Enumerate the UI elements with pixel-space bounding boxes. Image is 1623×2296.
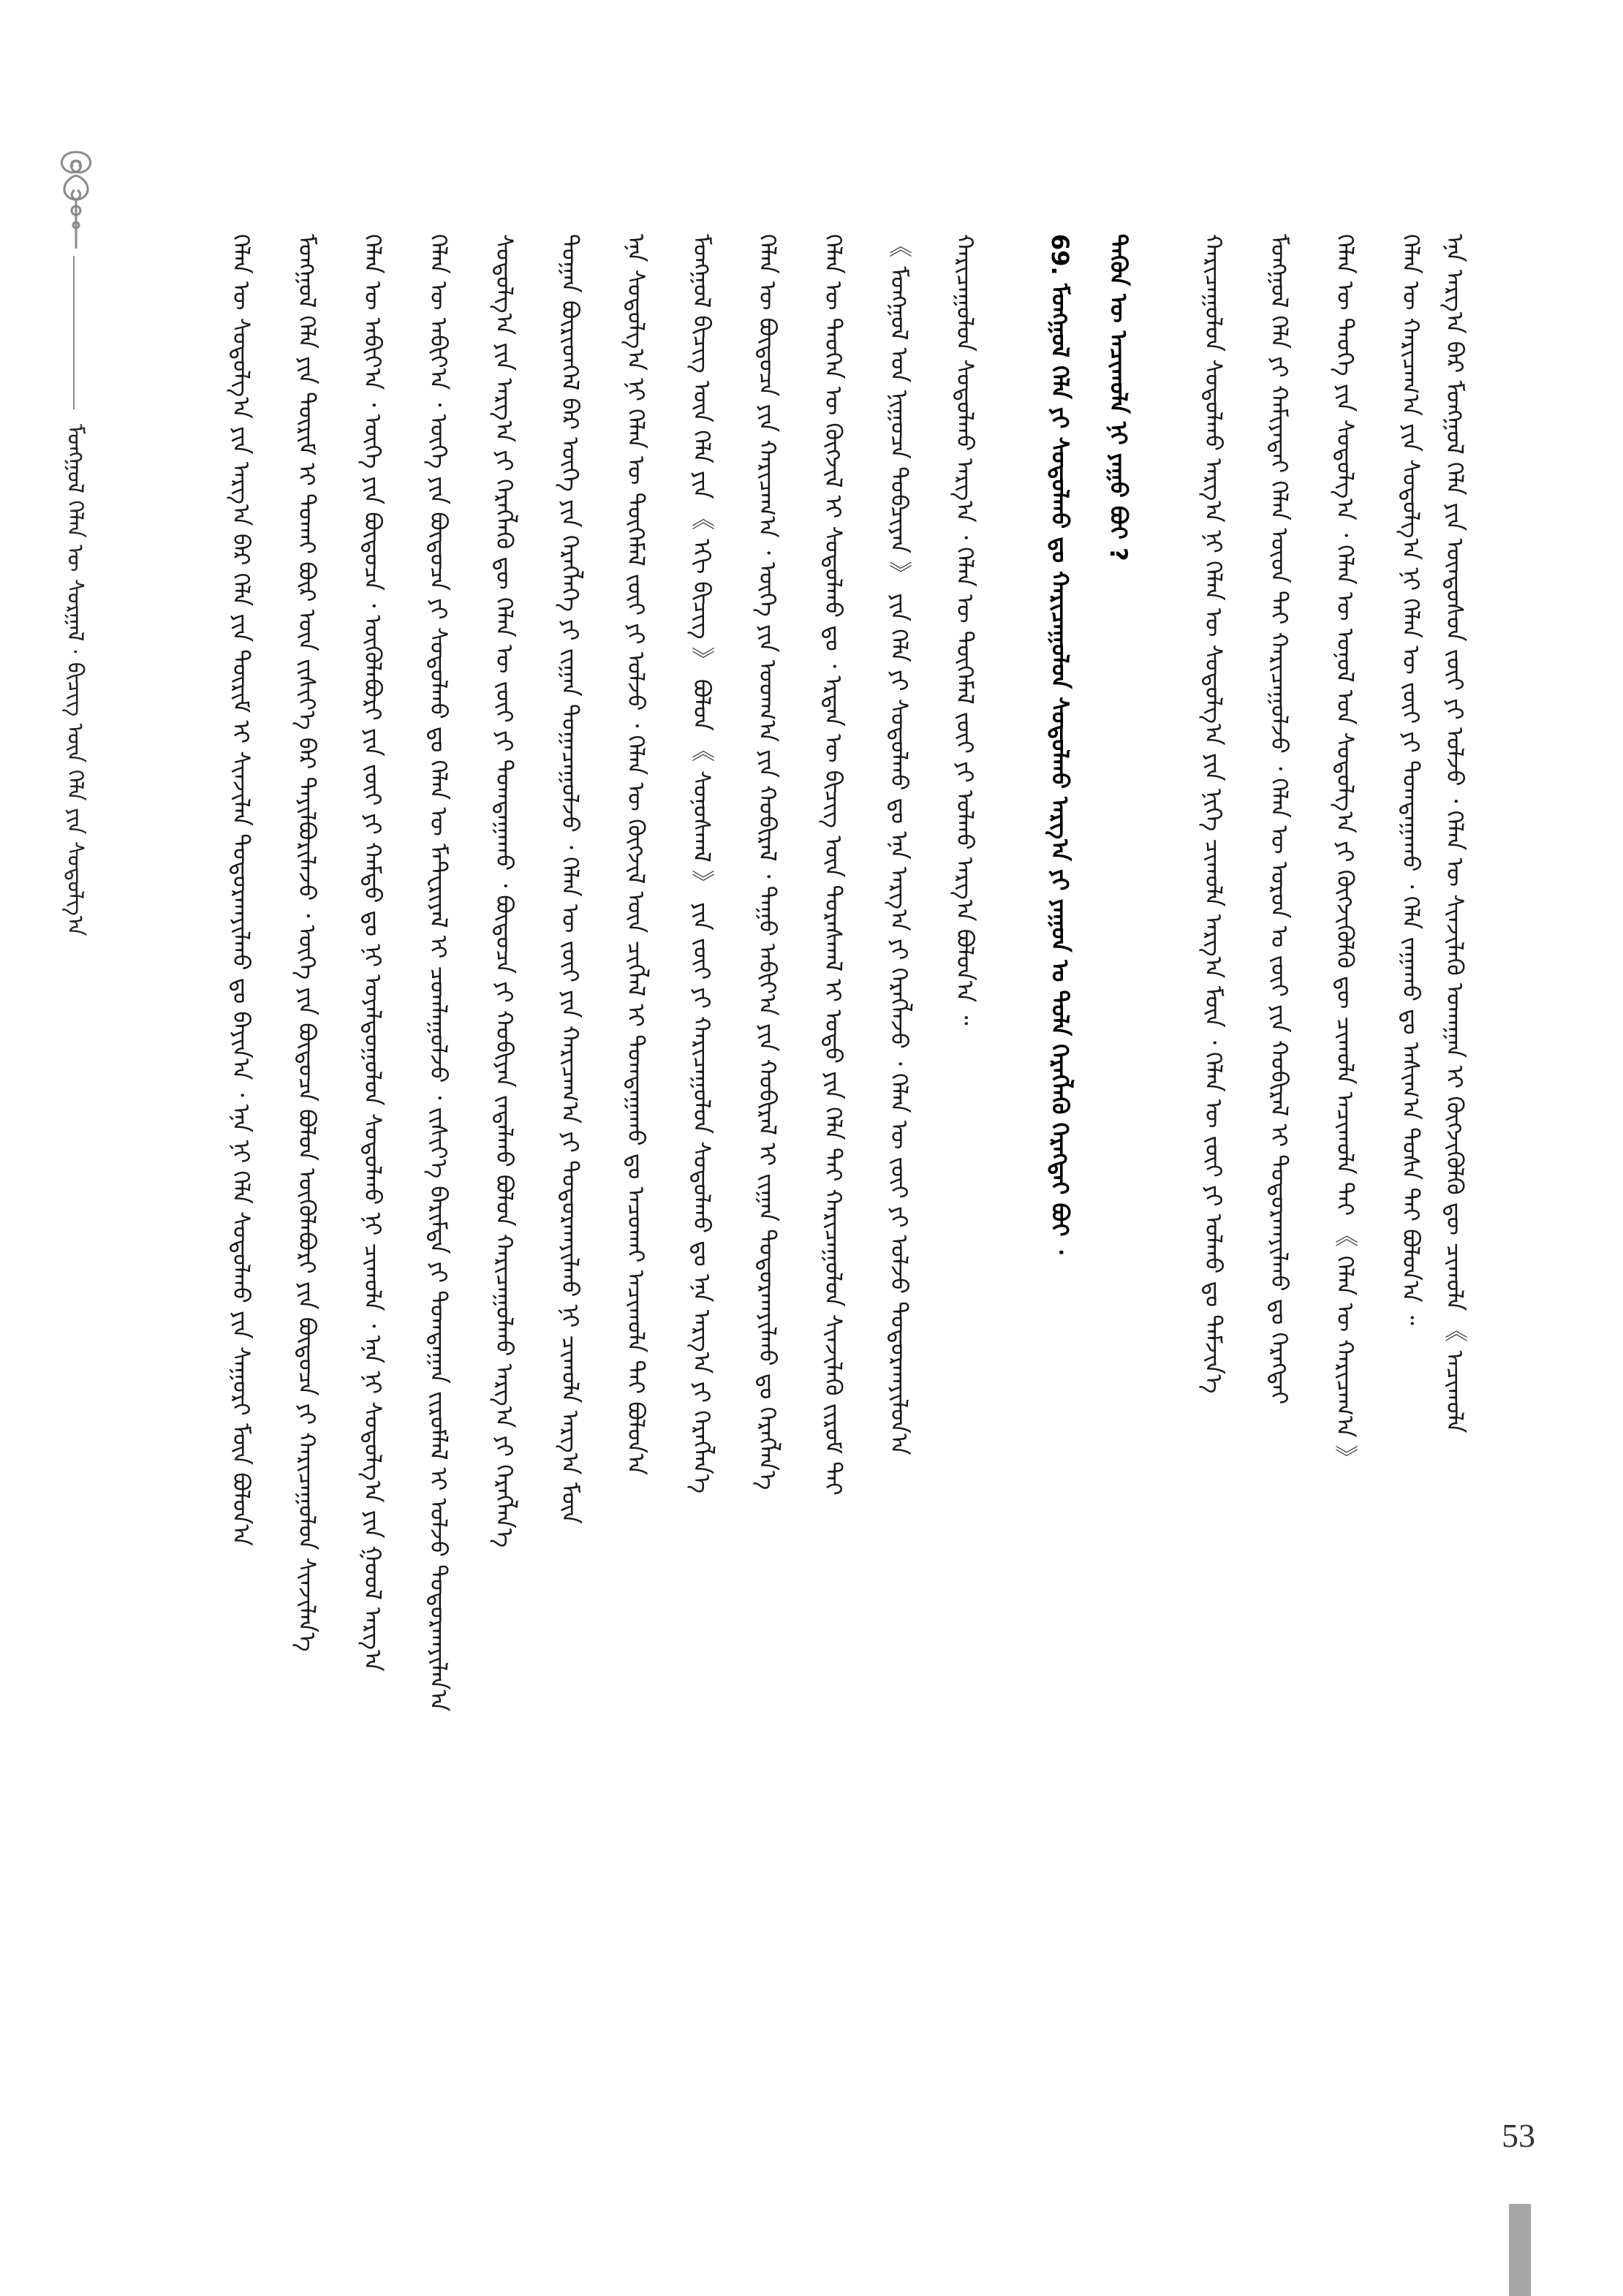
header-rule [73,256,75,409]
text-column: ᠬᠡᠯᠡᠨ ᠦ ᠲᠡᠦᠬᠡ ᠶᠢᠨ ᠰᠤᠳᠤᠯᠭ᠎ᠠ ᠂ ᠬᠡᠯᠡᠨ ᠦ ᠣᠨᠣᠯ ᠤᠨ ᠰᠤᠳᠤᠯᠭ᠎ᠠ ᠶᠢ ᠬᠥᠭᠵᠢᠭᠦᠯᠬᠦ ᠳᠦ ᠴᠢᠬᠤᠯᠠ ᠠᠴᠢᠬᠤᠯᠠ ᠲᠠᠢ 《 ᠬᠡᠯᠡᠨ ᠦ ᠬᠠᠷᠢᠴᠠᠭ᠎ᠠ 》 [1331,234,1359,1469]
scroll-flourish-icon [47,146,105,259]
text-column: ᠡᠨᠡ ᠰᠤᠳᠤᠯᠭ᠎ᠠ ᠨᠢ ᠬᠡᠯᠡᠨ ᠦ ᠲᠦᠭᠡᠮᠡᠯ ᠵᠦᠢ ᠶᠢ ᠣᠯᠵᠤ ᠂ ᠬᠡᠯᠡᠨ ᠦ ᠬᠥᠭᠵᠢᠯ ᠦᠨ ᠴᠢᠭᠯᠡᠯ ᠢ ᠲᠣᠭᠲᠠᠭᠠᠬᠤ ᠳᠤ ᠠᠴᠤᠬᠠᠢ ᠠᠴᠢᠬᠤᠯᠠ ᠲᠠᠢ ᠪᠣᠯᠤᠨ᠎ᠠ [622,234,650,1475]
text-column: ᠬᠡᠯᠡᠨ ᠦ ᠠᠪᠢᠶ᠎ᠠ ᠂ ᠦᠭᠡ ᠶᠢᠨ ᠪᠦᠲᠦᠴᠡ ᠂ ᠦᠭᠦᠯᠡᠪᠦᠷᠢ ᠶᠢᠨ ᠵᠦᠢ ᠶᠢ ᠬᠠᠮᠲᠤ ᠳᠤ ᠨᠢ ᠤᠶᠠᠯᠳᠤᠭᠤᠯᠤᠨ ᠰᠤᠳᠤᠯᠬᠤ ᠨᠢ ᠴᠢᠬᠤᠯᠠ ᠂ ᠡᠨᠡ ᠨᠢ ᠰᠤᠳᠤᠯᠭ᠎ᠠ ᠶᠢᠨ ᠭᠣᠣᠯ ᠠᠷᠭ᠎ᠠ [359,234,387,1672]
question-heading-continued: ᠲᠡᠭᠦᠨ ᠦ ᠠᠴᠢᠬᠤᠯᠠ ᠨᠢ ᠶᠠᠭᠤ ᠪᠤᠢ ? [1105,234,1132,561]
text-column: ᠬᠡᠯᠡᠨ ᠦ ᠪᠦᠲᠦᠴᠡ ᠶᠢᠨ ᠬᠠᠷᠢᠴᠠᠭ᠎ᠠ ᠂ ᠦᠭᠡ ᠶᠢᠨ ᠤᠳᠬ᠎ᠠ ᠶᠢᠨ ᠬᠤᠪᠢᠷᠠᠯ ᠂ ᠳᠠᠭᠤ ᠠᠪᠢᠶ᠎ᠠ ᠶᠢᠨ ᠬᠤᠪᠢᠷᠠᠯ ᠢ ᠵᠢᠭᠠᠨ ᠲᠣᠳᠣᠷᠬᠠᠶᠢᠯᠬᠤ ᠳᠤ ᠬᠡᠷᠡᠭᠯᠡᠨ᠎ᠡ [754,234,782,1490]
text-column: ᠬᠠᠷᠢᠴᠠᠭᠤᠯᠤᠨ ᠰᠤᠳᠤᠯᠬᠤ ᠠᠷᠭ᠎ᠠ ᠂ ᠬᠡᠯᠡᠨ ᠦ ᠲᠦᠭᠡᠮᠡᠯ ᠵᠦᠢ ᠶᠢ ᠣᠯᠬᠤ ᠠᠷᠭ᠎ᠠ ᠪᠣᠯᠤᠨ᠎ᠠ ᠃ [951,234,979,1026]
text-column: ᠬᠡᠯᠡᠨ ᠦ ᠬᠠᠷᠢᠴᠠᠭ᠎ᠠ ᠶᠢᠨ ᠰᠤᠳᠤᠯᠭ᠎ᠠ ᠨᠢ ᠬᠡᠯᠡᠨ ᠦ ᠵᠦᠢ ᠶᠢ ᠲᠣᠭᠲᠠᠭᠠᠬᠤ ᠂ ᠬᠡᠯᠡ ᠵᠠᠭᠠᠬᠤ ᠳᠤ ᠠᠰᠢᠭ᠎ᠠ ᠲᠤᠰᠠ ᠲᠠᠢ ᠪᠣᠯᠤᠨ᠎ᠠ ᠃ [1397,234,1425,1325]
page-number: 53 [1502,2117,1535,2154]
text-column: ᠡᠨᠡ ᠠᠷᠭ᠎ᠠ ᠪᠠᠷ ᠮᠣᠩᠭᠣᠯ ᠬᠡᠯᠡ ᠶᠢᠨ ᠦᠨᠳᠦᠰᠦᠨ ᠵᠦᠢ ᠶᠢ ᠣᠯᠵᠤ ᠂ ᠬᠡᠯᠡᠨ ᠦ ᠰᠢᠨᠵᠢᠯᠡᠬᠦ ᠤᠬᠠᠭᠠᠨ ᠢ ᠬᠥᠭᠵᠢᠭᠦᠯᠬᠦ ᠳᠦ ᠴᠢᠬᠤᠯᠠ 《 ᠠᠴᠢᠬᠤᠯᠠ [1441,234,1469,1433]
text-column: 《 ᠮᠣᠩᠭᠣᠯ ᠤᠨ ᠨᠢᠭᠤᠴᠠ ᠲᠣᠪᠴᠢᠶᠠᠨ 》 ᠶᠢᠨ ᠬᠡᠯᠡ ᠶᠢ ᠰᠤᠳᠤᠯᠬᠤ ᠳᠤ ᠡᠨᠡ ᠠᠷᠭ᠎ᠠ ᠶᠢ ᠬᠡᠷᠡᠭᠯᠡᠵᠦ ᠂ ᠬᠡᠯᠡᠨ ᠦ ᠵᠦᠢ ᠶᠢ ᠣᠯᠵᠤ ᠲᠣᠳᠣᠷᠬᠠᠶᠢᠯᠤᠨ᠎ᠠ [885,234,913,1455]
text-column: ᠮᠣᠩᠭᠣᠯ ᠬᠡᠯᠡ ᠶᠢ ᠬᠠᠮᠢᠶᠠᠲᠠᠢ ᠬᠡᠯᠡᠨ ᠦᠳ ᠲᠡᠢ ᠬᠠᠷᠢᠴᠠᠭᠤᠯᠵᠤ ᠂ ᠬᠡᠯᠡᠨ ᠦ ᠣᠷᠤᠨ ᠤ ᠵᠦᠢ ᠶᠢᠨ ᠬᠤᠪᠢᠷᠠᠯ ᠢ ᠲᠣᠳᠣᠷᠬᠠᠶᠢᠯᠬᠤ ᠳᠤ ᠬᠡᠷᠡᠭᠲᠡᠢ [1266,234,1293,1405]
question-heading: 69. ᠮᠣᠩᠭᠣᠯ ᠬᠡᠯᠡ ᠶᠢ ᠰᠤᠳᠤᠯᠬᠤ ᠳᠤ ᠬᠠᠷᠢᠴᠠᠭᠤᠯᠤᠨ ᠰᠤᠳᠤᠯᠬᠤ ᠠᠷᠭ᠎ᠠ ᠶᠢ ᠶᠠᠭᠤᠨ ᠤ ᠲᠤᠯᠠ ᠬᠡᠷᠡᠭᠯᠡᠬᠦ ᠬᠡᠷᠡᠭᠲᠡᠢ ᠪᠤᠢ ᠂ [1046,234,1074,1254]
text-column: ᠲᠣᠭᠠᠨ ᠪᠦᠷᠢᠳᠭᠡᠯ ᠪᠡᠷ ᠦᠭᠡ ᠶᠢᠨ ᠬᠡᠷᠡᠭᠯᠡᠭᠡ ᠶᠢ ᠵᠢᠭᠠᠨ ᠲᠣᠭᠠᠴᠠᠭᠤᠯᠵᠤ ᠂ ᠬᠡᠯᠡᠨ ᠦ ᠵᠦᠢ ᠶᠢᠨ ᠬᠠᠷᠢᠴᠠᠭ᠎ᠠ ᠶᠢ ᠲᠣᠳᠣᠷᠬᠠᠶᠢᠯᠬᠤ ᠨᠢ ᠴᠢᠬᠤᠯᠠ ᠠᠷᠭ᠎ᠠ ᠮᠥᠨ [556,234,584,1524]
text-column: ᠬᠡᠯᠡᠨ ᠦ ᠠᠪᠢᠶ᠎ᠠ ᠂ ᠦᠭᠡ ᠶᠢᠨ ᠪᠦᠲᠦᠴᠡ ᠶᠢ ᠰᠤᠳᠤᠯᠬᠤ ᠳᠤ ᠬᠡᠯᠡᠨ ᠦ ᠮᠠᠲ᠋ᠧᠷᠢᠶᠠᠯ ᠢ ᠴᠤᠭᠯᠠᠭᠤᠯᠵᠤ ᠂ ᠵᠢᠱᠢᠶ᠎ᠡ ᠪᠠᠷᠢᠮᠲᠠ ᠶᠢ ᠲᠣᠭᠲᠠᠭᠠᠨ ᠵᠢᠷᠤᠮᠯᠠᠯ ᠢ ᠣᠯᠵᠤ ᠲᠣᠳᠣᠷᠬᠠᠶᠢᠯᠠᠨ᠎ᠠ [425,234,453,1712]
running-header [41,146,121,1053]
body-text [219,234,1477,2164]
page-edge-tab [1509,2204,1531,2296]
text-column: ᠮᠣᠩᠭᠣᠯ ᠬᠡᠯᠡ ᠶᠢᠨ ᠳᠦᠷᠢᠮ ᠢ ᠲᠤᠬᠠᠢ ᠪᠦᠷ ᠦᠨ ᠵᠢᠱᠢᠶ᠎ᠡ ᠪᠡᠷ ᠲᠠᠶᠢᠯᠪᠤᠷᠢᠯᠠᠵᠤ ᠂ ᠦᠭᠡ ᠶᠢᠨ ᠪᠦᠲᠦᠴᠡ ᠪᠣᠯᠤᠨ ᠦᠭᠦᠯᠡᠪᠦᠷᠢ ᠶᠢᠨ ᠪᠦᠲᠦᠴᠡ ᠶᠢ ᠬᠠᠷᠢᠴᠠᠭᠤᠯᠤᠨ ᠰᠢᠨᠵᠢᠯᠡᠨ᠎ᠡ [293,234,321,1652]
text-column: ᠬᠡᠯᠡᠨ ᠦ ᠰᠤᠳᠤᠯᠭ᠎ᠠ ᠶᠢᠨ ᠠᠷᠭ᠎ᠠ ᠪᠠᠷ ᠬᠡᠯᠡ ᠶᠢᠨ ᠳᠦᠷᠢᠮ ᠢ ᠰᠢᠨᠵᠢᠯᠡᠨ ᠲᠣᠳᠣᠷᠬᠠᠶᠢᠯᠬᠤ ᠳᠤ ᠪᠠᠶᠢᠨ᠎ᠠ ᠂ ᠡᠨᠡ ᠨᠢ ᠬᠡᠯᠡ ᠰᠤᠳᠤᠯᠬᠤ ᠶᠢᠨ ᠰᠠᠭᠤᠷᠢ ᠮᠥᠨ ᠪᠣᠯᠤᠨ᠎ᠠ [227,234,255,1547]
text-column: ᠬᠡᠯᠡᠨ ᠦ ᠲᠡᠦᠬᠡᠨ ᠦ ᠬᠥᠭᠵᠢᠯ ᠢ ᠰᠤᠳᠤᠯᠬᠤ ᠳᠤ ᠂ ᠡᠷᠲᠡᠨ ᠦ ᠪᠢᠴᠢᠭ ᠦᠨ ᠳᠤᠷᠠᠰᠬᠠᠯ ᠢ ᠣᠳᠣ ᠶᠢᠨ ᠬᠡᠯᠡ ᠲᠡᠢ ᠬᠠᠷᠢᠴᠠᠭᠤᠯᠤᠨ ᠰᠢᠨᠵᠢᠯᠡᠬᠦ ᠵᠢᠷᠤᠮ ᠲᠠᠢ [820,234,847,1496]
running-header-title: ᠮᠣᠩᠭᠣᠯ ᠬᠡᠯᠡᠨ ᠦ ᠰᠤᠷᠭᠠᠯ · ᠪᠢᠴᠢᠭ ᠦᠨ ᠬᠡᠯᠡ ᠶᠢᠨ ᠰᠤᠳᠤᠯᠭ᠎ᠠ [62,424,88,936]
text-column: ᠰᠤᠳᠤᠯᠭ᠎ᠠ ᠶᠢᠨ ᠠᠷᠭ᠎ᠠ ᠶᠢ ᠬᠡᠷᠡᠭᠯᠡᠬᠦ ᠳᠦ ᠬᠡᠯᠡᠨ ᠦ ᠵᠦᠢ ᠶᠢ ᠲᠣᠭᠲᠠᠭᠠᠬᠤ ᠂ ᠪᠦᠲᠦᠴᠡ ᠶᠢ ᠬᠤᠪᠢᠶᠠᠨ ᠵᠠᠳᠠᠯᠬᠤ ᠪᠣᠯᠤᠨ ᠬᠠᠷᠢᠴᠠᠭᠤᠯᠬᠤ ᠠᠷᠭ᠎ᠠ ᠶᠢ ᠬᠡᠷᠡᠭᠯᠡᠨ᠎ᠡ [491,234,518,1548]
text-column: ᠮᠣᠩᠭᠣᠯ ᠪᠢᠴᠢᠭ ᠦᠨ ᠬᠡᠯᠡ ᠶᠢᠨ 《 ᠡᠬᠢ ᠪᠢᠴᠢᠭ 》 ᠪᠣᠯᠤᠨ 《 ᠰᠣᠨᠣᠰᠬᠠᠯ 》 ᠶᠢᠨ ᠵᠦᠢ ᠶᠢ ᠬᠠᠷᠢᠴᠠᠭᠤᠯᠤᠨ ᠰᠤᠳᠤᠯᠬᠤ ᠳᠤ ᠡᠨᠡ ᠠᠷᠭ᠎ᠠ ᠶᠢ ᠬᠡᠷᠡᠭᠯᠡᠨ᠎ᠡ [688,234,716,1494]
text-column: ᠬᠠᠷᠢᠴᠠᠭᠤᠯᠤᠨ ᠰᠤᠳᠤᠯᠬᠤ ᠠᠷᠭ᠎ᠠ ᠨᠢ ᠬᠡᠯᠡᠨ ᠦ ᠰᠤᠳᠤᠯᠭ᠎ᠠ ᠶᠢᠨ ᠨᠢᠭᠡ ᠴᠢᠬᠤᠯᠠ ᠠᠷᠭ᠎ᠠ ᠮᠥᠨ ᠂ ᠬᠡᠯᠡᠨ ᠦ ᠵᠦᠢ ᠶᠢ ᠣᠯᠬᠤ ᠳᠤ ᠳᠡᠮᠵᠢᠨ᠎ᠡ [1200,234,1227,1394]
